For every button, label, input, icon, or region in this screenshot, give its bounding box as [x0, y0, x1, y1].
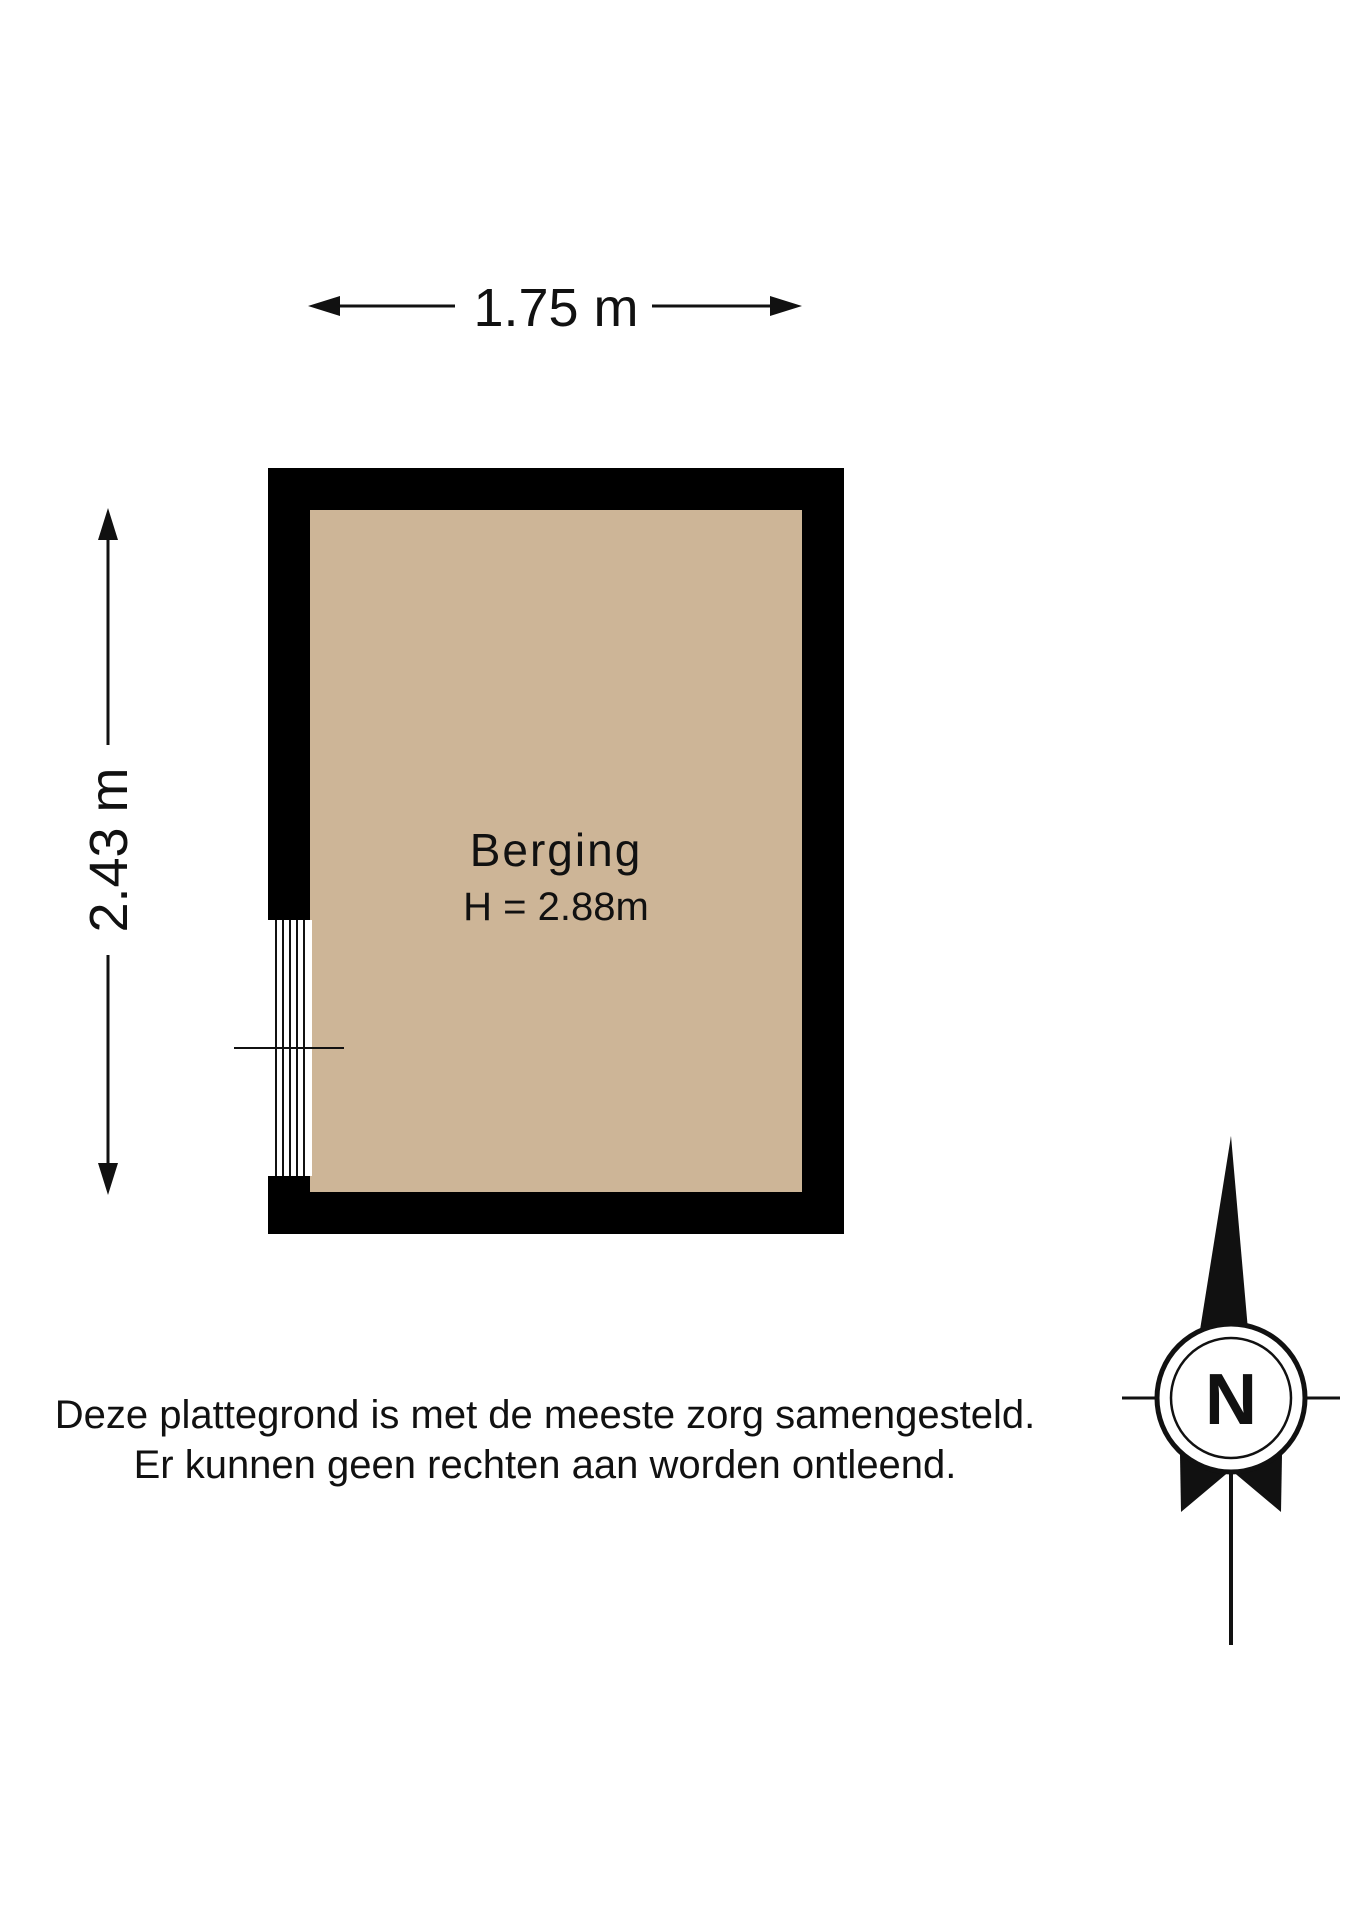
- height-dimension: [79, 508, 139, 1195]
- room-berging: [234, 468, 844, 1234]
- height-label: 2.43 m: [79, 767, 139, 933]
- width-dimension: [308, 278, 802, 338]
- compass-letter: N: [1205, 1360, 1257, 1440]
- room-name: Berging: [469, 824, 643, 876]
- disclaimer: [0, 1390, 1090, 1490]
- room-height: H = 2.88m: [463, 885, 649, 929]
- width-label: 1.75 m: [473, 278, 639, 338]
- disclaimer-line-1: Deze plattegrond is met de meeste zorg samengesteld.: [54, 1393, 1036, 1437]
- north-arrow-icon: [1122, 1136, 1340, 1645]
- disclaimer-line-2: Er kunnen geen rechten aan worden ontleend.: [133, 1443, 957, 1487]
